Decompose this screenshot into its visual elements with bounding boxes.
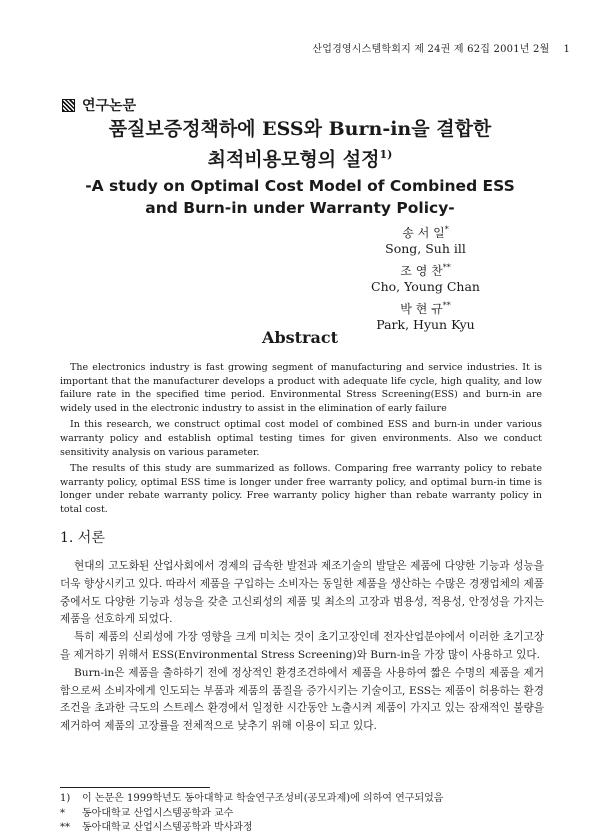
abstract-paragraph: The electronics industry is fast growing segment of manufacturing and service industries. It is important that the manufacturer develops a product with adequate life cycle, high quality, and low failure rate in the specified time period. Environmental Stress Screening(ESS) and burn-in are widely used in the electronic industry to assist in the elimination of early failure <box>60 362 542 414</box>
author-name-korean: 조 영 찬** <box>400 263 451 278</box>
title-english-line2: and Burn-in under Warranty Policy- <box>145 199 455 218</box>
section-tag-label: 연구논문 <box>82 98 137 114</box>
author-name-english: Park, Hyun Kyu <box>376 317 475 332</box>
abstract-paragraph: The results of this study are summarized as follows. Comparing free warranty policy to rebate warranty policy, optimal ESS time is longer under free warranty policy, and optimal burn-in time is longer under rebate warranty policy. Free warranty policy higher than rebate warranty policy in total cost. <box>60 463 542 515</box>
introduction-body <box>60 558 544 736</box>
title-korean-line1: 품질보증정책하에 ESS와 Burn-in을 결합한 <box>108 118 492 140</box>
title-footnote-mark: 1) <box>379 148 393 161</box>
section-tag <box>62 95 136 115</box>
footnote <box>60 807 540 822</box>
title-korean-line2-text: 최적비용모형의 설정 <box>207 148 380 171</box>
footnote-mark: 1) <box>60 793 71 804</box>
title-korean-line2 <box>60 143 540 171</box>
journal-info: 산업경영시스템학회지 제 24권 제 62집 2001년 2월 <box>312 44 550 55</box>
footnote <box>60 792 540 807</box>
footnote-mark: * <box>60 807 65 819</box>
intro-paragraph: 특히 제품의 신뢰성에 가장 영향을 크게 미치는 것이 초기고장인데 전자산업분야에서 이러한 초기고장을 제거하기 위해서 ESS(Environmental Stress Screening)와 Burn-in을 가장 많이 사용하고 있다. <box>60 631 544 661</box>
abstract-heading: Abstract <box>262 328 338 347</box>
abstract-body <box>60 361 542 520</box>
title-block <box>60 117 540 219</box>
intro-paragraph: 현대의 고도화된 산업사회에서 경제의 급속한 발전과 제조기술의 발달은 제품에 다양한 기능과 성능을 더욱 향상시키고 있다. 따라서 제품을 구입하는 소비자는 동일한 제품을 생산하는 수많은 경쟁업체의 제품 중에서도 다양한 기능과 성능을 갖춘 고신뢰성의 제품 및 최소의 고장과 범용성, 적용성, 안정성을 가지는 제품을 선호하게 되었다. <box>60 560 544 626</box>
footnote <box>60 821 540 836</box>
author-name-korean: 박 현 규** <box>400 301 451 316</box>
intro-paragraph: Burn-in은 제품을 출하하기 전에 정상적인 환경조건하에서 제품을 사용하여 짧은 수명의 제품을 제거함으로써 소비자에게 인도되는 부품과 제품의 품질을 증가시키는 기술이고, ESS는 제품이 허용하는 환경조건을 초과한 극도의 스트레스 환경에서 일정한 시간동안 노출시켜 제품이 가지고 있는 잠재적인 불량을 제거하여 제품의 고장률을 전체적으로 낮추기 위해 이용이 되고 있다. <box>60 666 544 733</box>
footnote-text: 동아대학교 산업시스템공학과 교수 <box>82 807 234 819</box>
page-number: 1 <box>563 44 570 55</box>
abstract-paragraph: In this research, we construct optimal cost model of combined ESS and burn-in under various warranty policy and establish optimal testing times for given environments. Also we conduct sensitivity analysis on various parameter. <box>60 419 542 458</box>
footnote-text: 동아대학교 산업시스템공학과 박사과정 <box>82 822 253 833</box>
author-name-english: Song, Suh ill <box>385 241 466 256</box>
introduction-heading: 1. 서론 <box>60 530 105 546</box>
author-list <box>371 222 480 336</box>
author-name-korean: 송 서 일* <box>402 225 449 240</box>
title-english-line1: -A study on Optimal Cost Model of Combined ESS <box>85 177 515 196</box>
footnotes <box>60 792 540 836</box>
author-name-english: Cho, Young Chan <box>371 279 480 294</box>
footnote-mark: ** <box>60 822 70 833</box>
footnote-text: 이 논문은 1999학년도 동아대학교 학술연구조성비(공모과제)에 의하여 연구되었음 <box>82 793 444 804</box>
hatched-square-icon <box>62 99 75 112</box>
footnote-divider <box>60 787 210 788</box>
running-header <box>312 40 570 55</box>
